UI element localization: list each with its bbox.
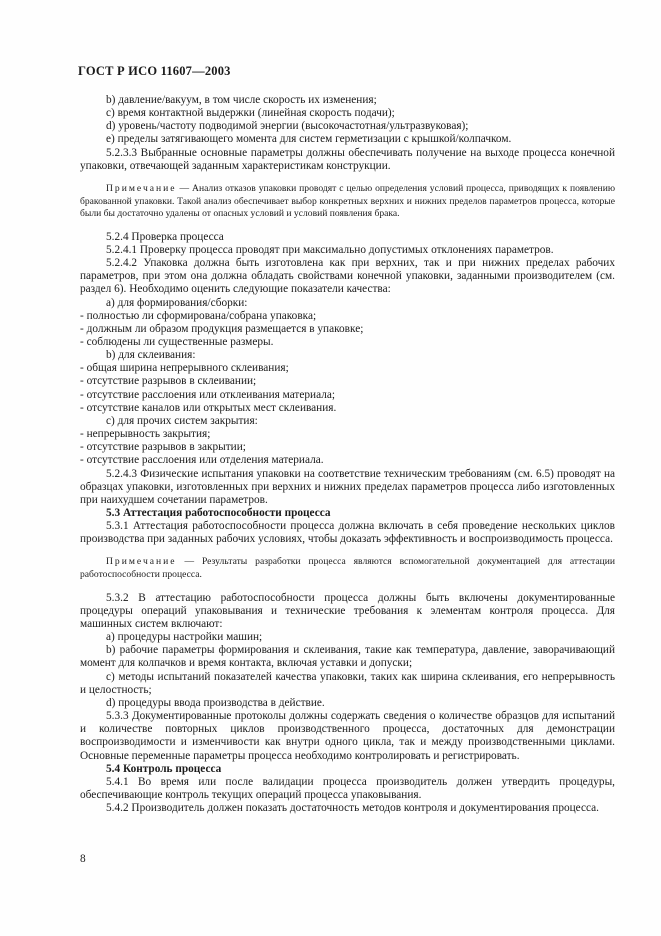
list-item: - отсутствие разрывов в закрытии; — [80, 441, 246, 454]
list-item: a) процедуры настройки машин; — [106, 631, 263, 644]
note-2 — [80, 556, 615, 581]
list-item: b) давление/вакуум, в том числе скорость их изменения; — [106, 94, 377, 106]
paragraph-5-4-2: 5.4.2 Производитель должен показать достаточность методов контроля и документирования процесса. — [106, 802, 599, 815]
list-item: - отсутствие расслоения или отделения материала. — [80, 454, 324, 467]
paragraph-5-2-3-3: 5.2.3.3 Выбранные основные параметры должны обеспечивать получение на выходе процесса конечной упаковки, отвечающей заданным характеристикам конструкции. — [80, 146, 615, 172]
list-title: a) для формирования/сборки: — [106, 296, 248, 309]
list-title: c) для прочих систем закрытия: — [106, 414, 258, 427]
list-item: - отсутствие расслоения или отклеивания материала; — [80, 388, 335, 401]
paragraph-5-3-3: 5.3.3 Документированные протоколы должны содержать сведения о количестве образцов для испытаний и количестве повторных циклов производственного процесса, достаточных для демонстрации воспроизводимости и изменчивости как внутри одного цикла, так и между производственными циклами. Основные переменные параметры процесса необходимо контролировать и регистрировать. — [80, 710, 615, 762]
document-header: ГОСТ Р ИСО 11607—2003 — [78, 64, 231, 78]
list-item: c) время контактной выдержки (линейная скорость подачи); — [106, 107, 395, 120]
paragraph-5-4-1: 5.4.1 Во время или после валидации процесса производитель должен утвердить процедуры, обеспечивающие контроль текущих операций процесса упаковывания. — [80, 775, 615, 801]
list-item: - должным ли образом продукция размещается в упаковке; — [80, 322, 364, 335]
list-item: - отсутствие разрывов в склеивании; — [80, 375, 257, 388]
heading-5-2-4: 5.2.4 Проверка процесса — [106, 230, 224, 243]
paragraph-5-3-1: 5.3.1 Аттестация работоспособности процесса должна включать в себя проведение нескольких циклов производства при заданных рабочих условиях, чтобы доказать эффективность и воспроизводимость процесса. — [80, 520, 615, 546]
paragraph-5-2-4-3: 5.2.4.3 Физические испытания упаковки на соответствие техническим требованиям (см. 6.5) проводят на образцах упаковки, изготовленных при верхних и нижних пределах параметров процесса либо изготовленных при наихудшем сочетании параметров. — [80, 467, 615, 506]
note-label: Примечание — [106, 556, 177, 568]
paragraph-5-2-4-1: 5.2.4.1 Проверку процесса проводят при максимально допустимых отклонениях параметров. — [106, 243, 554, 256]
list-item: - непрерывность закрытия; — [80, 428, 211, 441]
list-item: d) процедуры ввода производства в действие. — [106, 696, 325, 709]
list-title: b) для склеивания: — [106, 349, 196, 362]
paragraph-5-2-4-2: 5.2.4.2 Упаковка должна быть изготовлена как при верхних, так и при нижних пределах рабочих параметров, при этом она должна обладать свойствами конечной упаковки, заданными производителем (см. раздел 6). Необходимо оценить следующие показатели качества: — [80, 257, 615, 296]
page-number: 8 — [80, 853, 86, 865]
heading-5-3: 5.3 Аттестация работоспособности процесса — [106, 507, 331, 519]
list-item: - полностью ли сформирована/собрана упаковка; — [80, 309, 317, 322]
list-item: b) рабочие параметры формирования и склеивания, такие как температура, давление, заворачивающий момент для колпачков и время контакта, включая уставки и допуски; — [80, 644, 615, 670]
list-item: - общая ширина непрерывного склеивания; — [80, 362, 289, 375]
heading-5-4: 5.4 Контроль процесса — [106, 762, 222, 775]
list-item: - отсутствие каналов или открытых мест склеивания. — [80, 401, 337, 414]
note-text: — Анализ отказов упаковки проводят с целью определения условий процесса, приводящих к появлению бракованной упаковки. Такой анализ обеспечивает выбор конкретных верхних и нижних пределов параметров процесса, которые были бы достаточно удалены от опасных условий и условий появления брака. — [80, 182, 615, 220]
note-1 — [80, 183, 615, 221]
list-item: d) уровень/частоту подводимой энергии (высокочастотная/ультразвуковая); — [106, 120, 469, 133]
note-text: — Результаты разработки процесса являются вспомогательной документацией для аттестации работоспособности процесса. — [80, 556, 615, 581]
list-item: e) пределы затягивающего момента для систем герметизации с крышкой/колпачком. — [106, 133, 512, 146]
note-label: Примечание — [106, 182, 177, 194]
list-item: c) методы испытаний показателей качества упаковки, таких как ширина склеивания, его непрерывность и целостность; — [80, 670, 615, 696]
page-content — [80, 94, 615, 815]
paragraph-5-3-2: 5.3.2 В аттестацию работоспособности процесса должны быть включены документированные процедуры операций упаковывания и технические требования к элементам контроля процесса. Для машинных систем включают: — [80, 591, 615, 630]
list-item: - соблюдены ли существенные размеры. — [80, 335, 274, 348]
